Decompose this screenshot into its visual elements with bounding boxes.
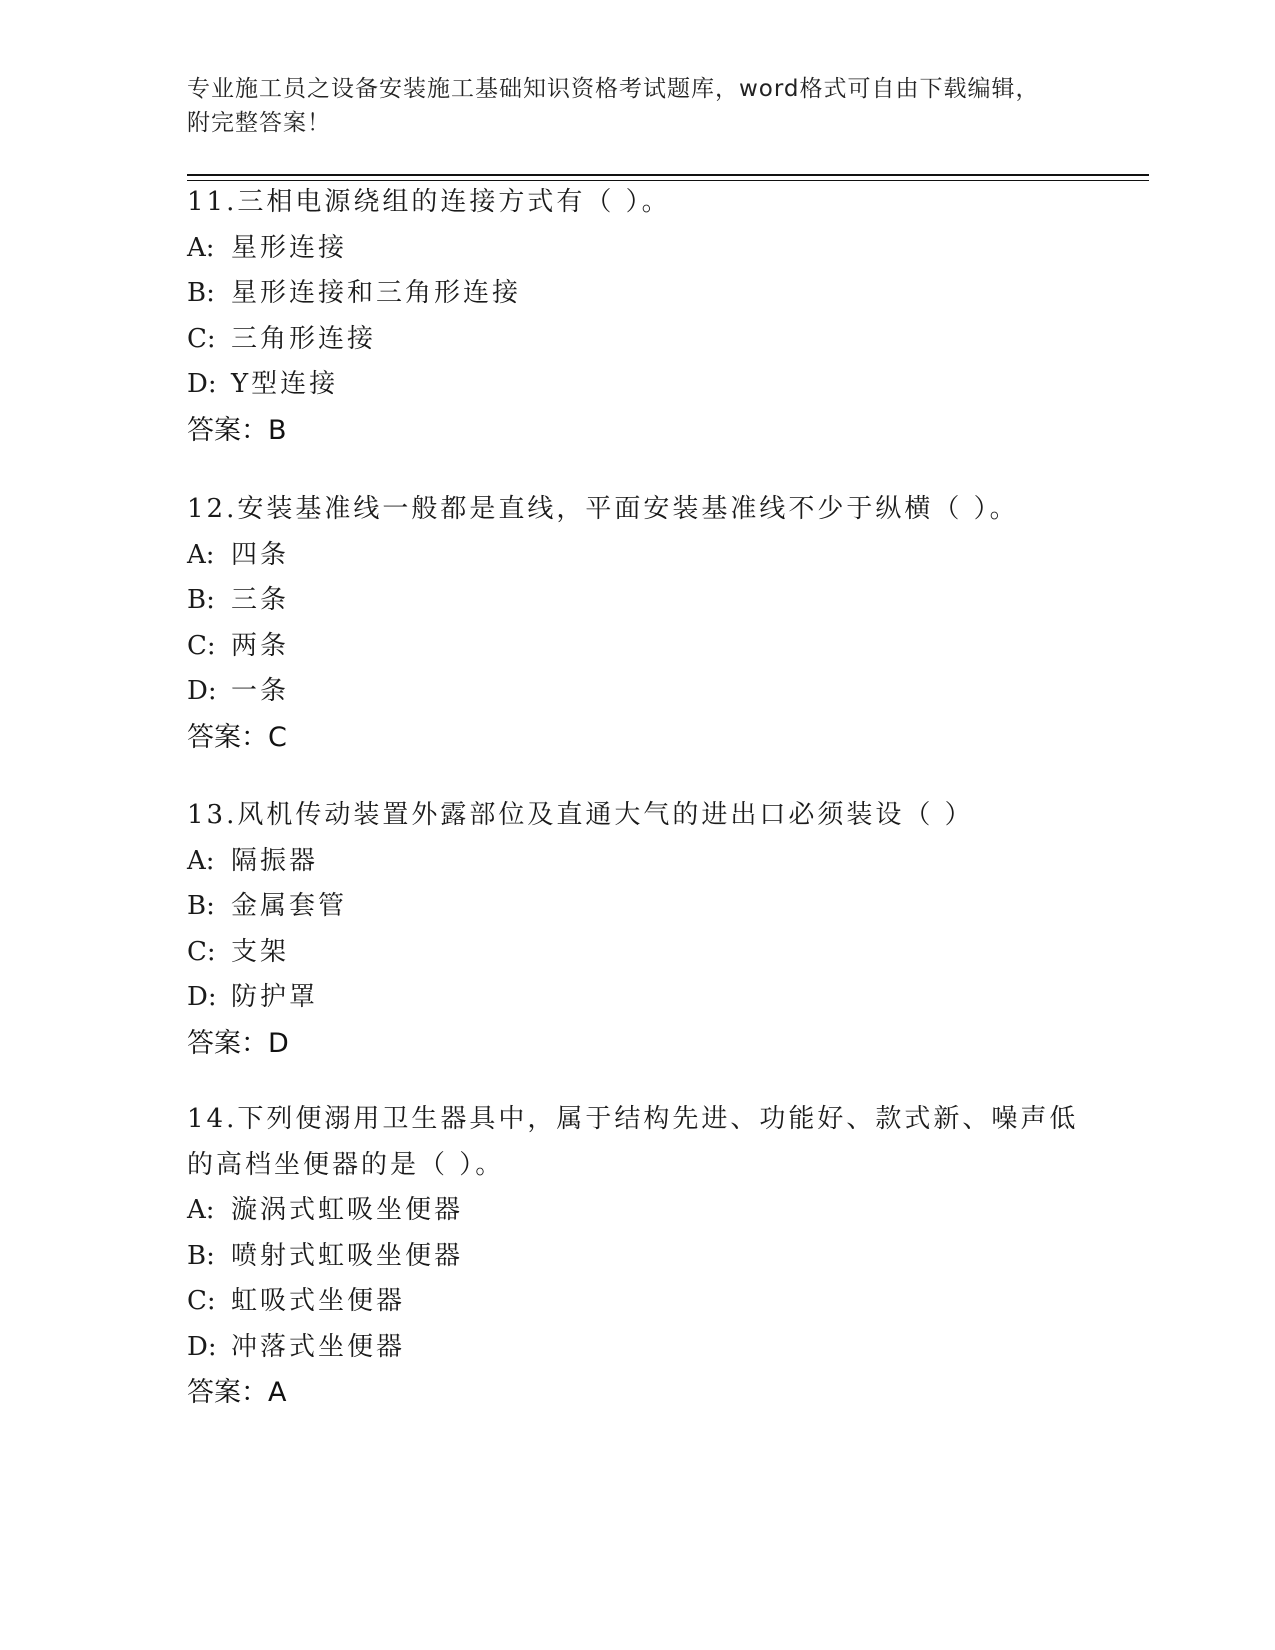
option-text: 支架 [231,936,290,967]
option-key: A: [187,539,215,570]
option-text: 漩涡式虹吸坐便器 [231,1195,464,1225]
option-key: B: [187,1240,215,1271]
option-c [187,930,1087,976]
option-d [187,669,1087,715]
option-key: B: [187,278,215,308]
option-a [187,1188,1087,1234]
option-text: 冲落式坐便器 [231,1331,406,1362]
option-key: A: [187,1195,215,1225]
option-key: D: [187,369,217,399]
option-text: 三条 [231,585,290,615]
option-a [187,226,1087,272]
answer-label: 答案：A [187,1377,287,1408]
option-text: 防护罩 [231,982,319,1012]
option-text: 虹吸式坐便器 [231,1286,406,1316]
option-c [187,624,1087,670]
option-b [187,884,1087,930]
option-text: Y型连接 [231,369,339,399]
question-12 [187,487,1087,761]
option-c [187,317,1087,363]
option-text: 两条 [231,630,290,661]
option-key: C: [187,323,216,354]
option-b [187,578,1087,624]
question-stem: 12.安装基准线一般都是直线，平面安装基准线不少于纵横（ ）。 [187,494,1019,524]
option-key: B: [187,585,215,615]
option-key: C: [187,630,216,661]
question-stem: 11.三相电源绕组的连接方式有（ ）。 [187,187,671,217]
option-text: 三角形连接 [231,323,377,354]
option-key: D: [187,1331,217,1362]
answer-label: 答案：D [187,1027,289,1059]
question-11 [187,180,1087,454]
header-divider-thick [187,174,1149,176]
header-line-1: 专业施工员之设备安装施工基础知识资格考试题库，word格式可自由下载编辑， [187,76,1040,102]
document-header [187,72,1087,140]
option-text: 星形连接和三角形连接 [231,278,522,308]
answer-label: 答案：C [187,721,287,753]
option-a [187,533,1087,579]
question-14 [187,1097,1087,1416]
question-stem-line-2: 的高档坐便器的是（ ）。 [187,1149,505,1180]
option-a [187,839,1087,885]
question-stem [187,1097,1087,1188]
option-d [187,975,1087,1021]
option-d [187,1325,1087,1371]
option-key: C: [187,1286,216,1316]
option-text: 四条 [231,539,290,570]
option-c [187,1279,1087,1325]
option-key: D: [187,982,217,1012]
option-key: D: [187,676,217,706]
option-key: B: [187,891,215,921]
option-text: 一条 [231,676,290,706]
option-key: A: [187,845,215,876]
option-b [187,271,1087,317]
answer-label: 答案：B [187,414,287,446]
option-text: 隔振器 [231,845,319,876]
question-stem-line-1: 14.下列便溺用卫生器具中，属于结构先进、功能好、款式新、噪声低 [187,1104,1079,1134]
question-stem: 13.风机传动装置外露部位及直通大气的进出口必须装设（ ） [187,800,974,830]
option-text: 喷射式虹吸坐便器 [231,1240,464,1271]
option-key: A: [187,232,215,263]
option-d [187,362,1087,408]
header-line-2: 附完整答案！ [187,110,331,136]
option-b [187,1234,1087,1280]
question-13 [187,793,1087,1067]
option-key: C: [187,936,216,967]
option-text: 星形连接 [231,232,348,263]
option-text: 金属套管 [231,891,348,921]
